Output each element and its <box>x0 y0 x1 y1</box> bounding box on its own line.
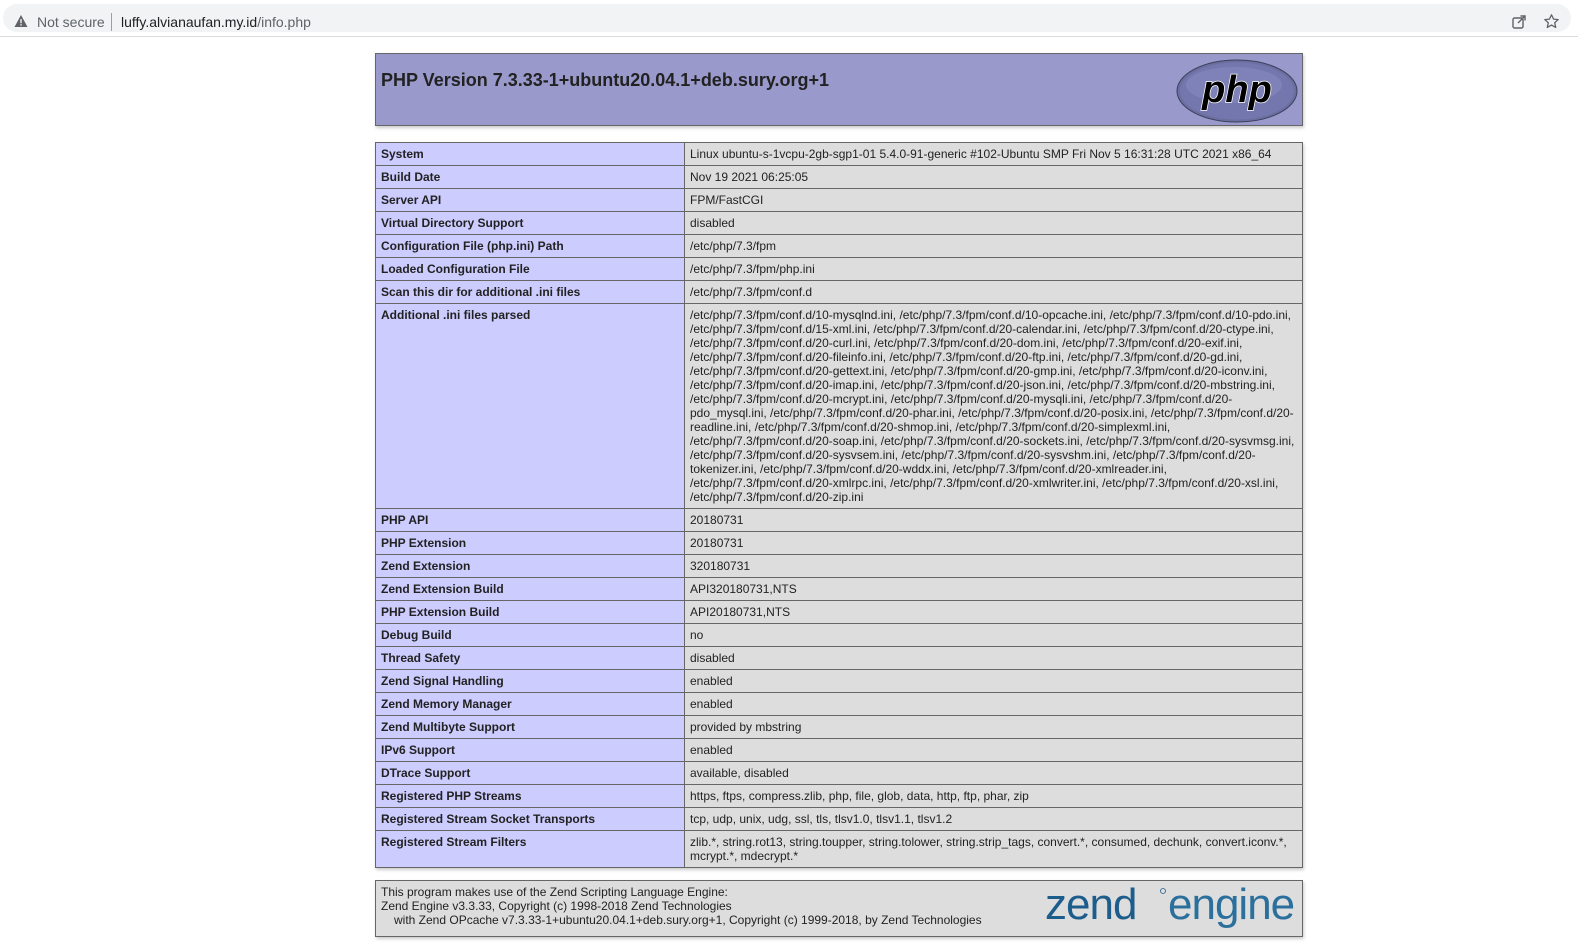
directive-value: /etc/php/7.3/fpm/conf.d/10-mysqlnd.ini, /etc/php/7.3/fpm/conf.d/10-opcache.ini, /etc/php/7.3/fpm/conf.d/10-pdo.ini, /etc/php/7.3/fpm/conf.d/15-xml.ini, /etc/php/7.3/fpm/conf.d/20-calendar.ini, /etc/php/7.3/fpm/conf.d/20-ctype.ini, /etc/php/7.3/fpm/conf.d/20-curl.ini, /etc/php/7.3/fpm/conf.d/20-dom.ini, /etc/php/7.3/fpm/conf.d/20-exif.ini, /etc/php/7.3/fpm/conf.d/20-fileinfo.ini, /etc/php/7.3/fpm/conf.d/20-ftp.ini, /etc/php/7.3/fpm/conf.d/20-gd.ini, /etc/php/7.3/fpm/conf.d/20-gettext.ini, /etc/php/7.3/fpm/conf.d/20-gmp.ini, /etc/php/7.3/fpm/conf.d/20-iconv.ini, /etc/php/7.3/fpm/conf.d/20-imap.ini, /etc/php/7.3/fpm/conf.d/20-json.ini, /etc/php/7.3/fpm/conf.d/20-mbstring.ini, /etc/php/7.3/fpm/conf.d/20-mcrypt.ini, /etc/php/7.3/fpm/conf.d/20-mysqli.ini, /etc/php/7.3/fpm/conf.d/20-pdo_mysql.ini, /etc/php/7.3/fpm/conf.d/20-phar.ini, /etc/php/7.3/fpm/conf.d/20-posix.ini, /etc/php/7.3/fpm/conf.d/20-readline.ini, /etc/php/7.3/fpm/conf.d/20-shmop.ini, /etc/php/7.3/fpm/conf.d/20-simplexml.ini, /etc/php/7.3/fpm/conf.d/20-soap.ini, /etc/php/7.3/fpm/conf.d/20-sockets.ini, /etc/php/7.3/fpm/conf.d/20-sysvmsg.ini, /etc/php/7.3/fpm/conf.d/20-sysvsem.ini, /etc/php/7.3/fpm/conf.d/20-sysvshm.ini, /etc/php/7.3/fpm/conf.d/20-tokenizer.ini, /etc/php/7.3/fpm/conf.d/20-wddx.ini, /etc/php/7.3/fpm/conf.d/20-xmlreader.ini, /etc/php/7.3/fpm/conf.d/20-xmlrpc.ini, /etc/php/7.3/fpm/conf.d/20-xmlwriter.ini, /etc/php/7.3/fpm/conf.d/20-xsl.ini, /etc/php/7.3/fpm/conf.d/20-zip.ini <box>685 304 1303 509</box>
directive-name: Zend Extension <box>376 555 685 578</box>
zend-credits-box <box>375 880 1303 937</box>
directive-name: Registered Stream Socket Transports <box>376 808 685 831</box>
table-row <box>376 212 1303 235</box>
zend-logo-text: zend <box>1045 883 1137 929</box>
directive-value: /etc/php/7.3/fpm/conf.d <box>685 281 1303 304</box>
table-row <box>376 762 1303 785</box>
table-row <box>376 281 1303 304</box>
table-row <box>376 808 1303 831</box>
directive-value: zlib.*, string.rot13, string.toupper, string.tolower, string.strip_tags, convert.*, consumed, dechunk, convert.iconv.*, mcrypt.*, mdecrypt.* <box>685 831 1303 868</box>
directive-value: no <box>685 624 1303 647</box>
zend-engine-logo[interactable] <box>1045 883 1297 933</box>
url-path: /info.php <box>257 14 311 30</box>
directive-name: System <box>376 143 685 166</box>
table-row <box>376 716 1303 739</box>
table-row <box>376 601 1303 624</box>
directive-name: PHP Extension Build <box>376 601 685 624</box>
table-row <box>376 189 1303 212</box>
directive-value: https, ftps, compress.zlib, php, file, glob, data, http, ftp, phar, zip <box>685 785 1303 808</box>
directive-value: enabled <box>685 693 1303 716</box>
directive-value: 20180731 <box>685 509 1303 532</box>
table-row <box>376 693 1303 716</box>
directive-name: Scan this dir for additional .ini files <box>376 281 685 304</box>
credits-line-3: with Zend OPcache v7.3.33-1+ubuntu20.04.1+deb.sury.org+1, Copyright (c) 1999-2018, by Zend Technologies <box>394 913 982 927</box>
warning-icon[interactable] <box>14 14 28 28</box>
directive-value: available, disabled <box>685 762 1303 785</box>
browser-address-bar <box>0 0 1578 37</box>
directive-value: API20180731,NTS <box>685 601 1303 624</box>
directive-name: Zend Multibyte Support <box>376 716 685 739</box>
directive-value: Linux ubuntu-s-1vcpu-2gb-sgp1-01 5.4.0-91-generic #102-Ubuntu SMP Fri Nov 5 16:31:28 UTC 2021 x86_64 <box>685 143 1303 166</box>
table-row <box>376 143 1303 166</box>
directive-value: tcp, udp, unix, udg, ssl, tls, tlsv1.0, tlsv1.1, tlsv1.2 <box>685 808 1303 831</box>
directive-value: disabled <box>685 647 1303 670</box>
url-text[interactable] <box>121 14 311 30</box>
table-row <box>376 509 1303 532</box>
bookmark-star-icon[interactable] <box>1543 13 1560 30</box>
directive-name: PHP Extension <box>376 532 685 555</box>
table-row <box>376 785 1303 808</box>
table-row <box>376 258 1303 281</box>
zend-credits-text <box>381 885 982 927</box>
directive-name: Server API <box>376 189 685 212</box>
security-status-label[interactable]: Not secure <box>37 14 105 30</box>
directive-name: PHP API <box>376 509 685 532</box>
directive-name: Thread Safety <box>376 647 685 670</box>
table-row <box>376 532 1303 555</box>
table-row <box>376 739 1303 762</box>
directive-name: Zend Extension Build <box>376 578 685 601</box>
share-icon[interactable] <box>1511 14 1527 30</box>
directive-name: Registered Stream Filters <box>376 831 685 868</box>
directive-value: enabled <box>685 670 1303 693</box>
php-info-table <box>375 142 1303 868</box>
credits-line-1: This program makes use of the Zend Scripting Language Engine: <box>381 885 728 899</box>
credits-line-2: Zend Engine v3.3.33, Copyright (c) 1998-2018 Zend Technologies <box>381 899 732 913</box>
directive-value: Nov 19 2021 06:25:05 <box>685 166 1303 189</box>
directive-name: Virtual Directory Support <box>376 212 685 235</box>
directive-name: Zend Memory Manager <box>376 693 685 716</box>
directive-value: /etc/php/7.3/fpm/php.ini <box>685 258 1303 281</box>
directive-name: Debug Build <box>376 624 685 647</box>
php-logo[interactable] <box>1176 59 1298 123</box>
directive-value: provided by mbstring <box>685 716 1303 739</box>
url-host: luffy.alvianaufan.my.id <box>121 14 258 30</box>
page-title: PHP Version 7.3.33-1+ubuntu20.04.1+deb.sury.org+1 <box>381 70 830 90</box>
table-row <box>376 624 1303 647</box>
table-row <box>376 578 1303 601</box>
directive-name: Additional .ini files parsed <box>376 304 685 509</box>
directive-name: Registered PHP Streams <box>376 785 685 808</box>
table-row <box>376 647 1303 670</box>
directive-name: Build Date <box>376 166 685 189</box>
php-logo-text: php <box>1202 69 1272 111</box>
directive-value: disabled <box>685 212 1303 235</box>
directive-name: Zend Signal Handling <box>376 670 685 693</box>
directive-value: FPM/FastCGI <box>685 189 1303 212</box>
engine-logo-text: engine <box>1168 883 1295 929</box>
directive-name: DTrace Support <box>376 762 685 785</box>
php-version-header <box>375 53 1303 126</box>
directive-name: Configuration File (php.ini) Path <box>376 235 685 258</box>
table-row <box>376 304 1303 509</box>
directive-value: 20180731 <box>685 532 1303 555</box>
directive-value: 320180731 <box>685 555 1303 578</box>
table-row <box>376 831 1303 868</box>
table-row <box>376 670 1303 693</box>
directive-value: API320180731,NTS <box>685 578 1303 601</box>
table-row <box>376 235 1303 258</box>
address-divider <box>111 13 112 31</box>
directive-value: /etc/php/7.3/fpm <box>685 235 1303 258</box>
table-row <box>376 555 1303 578</box>
directive-name: Loaded Configuration File <box>376 258 685 281</box>
directive-name: IPv6 Support <box>376 739 685 762</box>
omnibox[interactable] <box>3 4 1571 32</box>
directive-value: enabled <box>685 739 1303 762</box>
table-row <box>376 166 1303 189</box>
